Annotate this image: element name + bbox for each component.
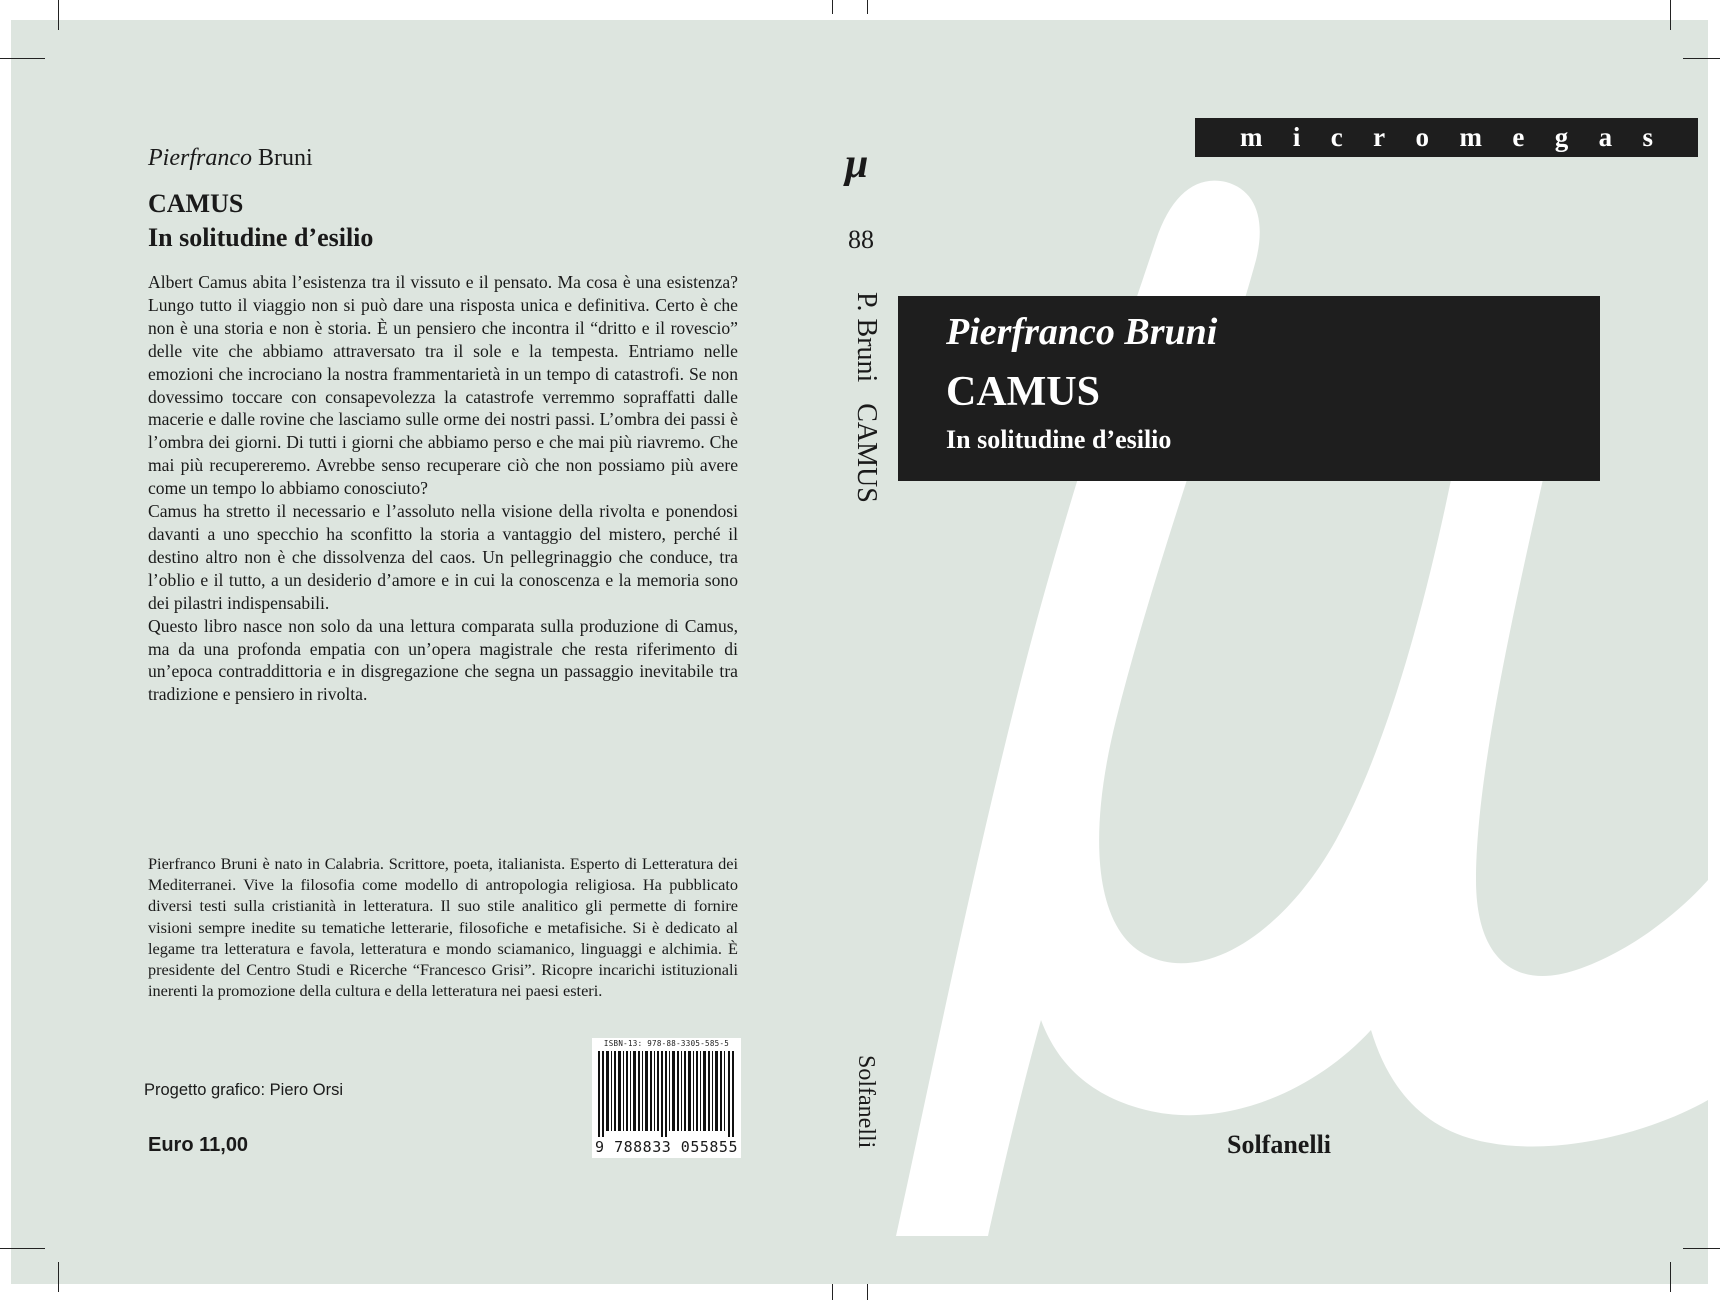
series-letter: o <box>1415 122 1430 152</box>
series-letter: i <box>1292 122 1301 152</box>
crop-mark <box>0 58 45 59</box>
series-letter: s <box>1642 122 1653 152</box>
series-letter: e <box>1512 122 1525 152</box>
spine-series-number: 88 <box>848 225 874 254</box>
spine-publisher: Solfanelli <box>853 1055 879 1149</box>
front-author: Pierfranco Bruni <box>946 311 1218 353</box>
isbn-label: ISBN-13: 978-88-3305-585-5 <box>603 1039 730 1048</box>
back-author <box>148 145 313 172</box>
crop-mark <box>867 0 868 14</box>
mu-glyph-art <box>896 0 1708 1300</box>
crop-mark <box>832 1284 833 1300</box>
back-author-first: Pierfranco <box>148 145 252 171</box>
barcode-number: 9 788833 055855 <box>595 1138 738 1156</box>
front-title-box <box>898 296 1600 481</box>
series-letter: c <box>1330 122 1343 152</box>
back-subtitle: In solitudine d’esilio <box>148 223 374 252</box>
crop-mark <box>58 1262 59 1292</box>
blurb-paragraph: Questo libro nasce non solo da una lettura comparata sulla produzione di Camus, ma da una profonda empatia con un’opera magistrale che resta riferimento di un’epoca contraddittoria e in disgregazione che segna un passaggio inevitabile tra tradizione e pensiero in rivolta. <box>148 615 738 705</box>
spine-logo: μ <box>845 141 869 187</box>
back-title: CAMUS <box>148 189 244 218</box>
front-subtitle: In solitudine d’esilio <box>946 425 1172 454</box>
series-letter: g <box>1554 122 1569 152</box>
blurb-paragraph: Albert Camus abita l’esistenza tra il vissuto e il pensato. Ma cosa è una esistenza? Lungo tutto il viaggio non si può dare una risposta unica e definitiva. Certo è che non è una storia e non è storia. È un pensiero che incontra il “dritto e il rovescio” delle vite che abbiamo attraversato tra il sole e la tempesta. Entriamo nelle emozioni che incrociano la nostra frammentarietà in un tempo di catastrofi. Se non dovessimo toccare con consapevolezza la catastrofe verremmo sopraffatti dalle macerie e dalle rovine che lasciamo sulle orme dei nostri passi. L’ombra dei passi è l’ombra dei giorni. Di tutti i giorni che abbiamo perso e che mai più riavremo. Che mai più recupereremo. Avrebbe senso recuperare ciò che non possiamo più avere come un tempo lo abbiamo conosciuto? <box>148 272 738 499</box>
isbn-barcode <box>592 1038 741 1158</box>
series-letter: m <box>1459 122 1482 152</box>
back-blurb <box>148 271 738 706</box>
price: Euro 11,00 <box>148 1134 249 1156</box>
crop-mark <box>0 1248 45 1249</box>
back-title-block <box>148 187 373 255</box>
series-band <box>1195 118 1698 157</box>
back-author-last: Bruni <box>257 145 313 171</box>
front-publisher: Solfanelli <box>1227 1130 1332 1159</box>
barcode-bars <box>598 1051 735 1137</box>
spine-author-title: P. Bruni CAMUS <box>851 292 882 503</box>
series-letter: m <box>1240 122 1263 152</box>
front-title: CAMUS <box>946 369 1100 415</box>
crop-mark <box>832 0 833 14</box>
blurb-paragraph: Camus ha stretto il necessario e l’assoluto nella visione della rivolta e ponendosi davanti a uno specchio ha sconfitto la storia a vantaggio del mistero, perché il destino altro non è che dissolvenza del caos. Un pellegrinaggio che conduce, tra l’oblio e il tutto, a un desiderio d’amore e in cui la conoscenza e la memoria sono dei pilastri indispensabili. <box>148 501 738 613</box>
author-bio: Pierfranco Bruni è nato in Calabria. Scrittore, poeta, italianista. Esperto di Letteratura dei Mediterranei. Vive la filosofia come modello di antropologia religiosa. Ha pubblicato diversi testi sulla cristianità in letteratura. Il suo stile analitico gli permette di fornire visioni sempre inedite su tematiche letterarie, filosofiche e metafisiche. Si è dedicato al legame tra letteratura e favola, letteratura e mondo sciamanico, linguaggi e alchimia. È presidente del Centro Studi e Ricerche “Francesco Grisi”. Ricopre incarichi istituzionali inerenti la promozione della cultura e della letteratura nei paesi esteri. <box>148 854 738 1001</box>
design-credit: Progetto grafico: Piero Orsi <box>144 1081 343 1099</box>
series-letter: a <box>1598 122 1613 152</box>
series-letter: r <box>1373 122 1386 152</box>
crop-mark <box>58 0 59 30</box>
crop-mark <box>867 1284 868 1300</box>
